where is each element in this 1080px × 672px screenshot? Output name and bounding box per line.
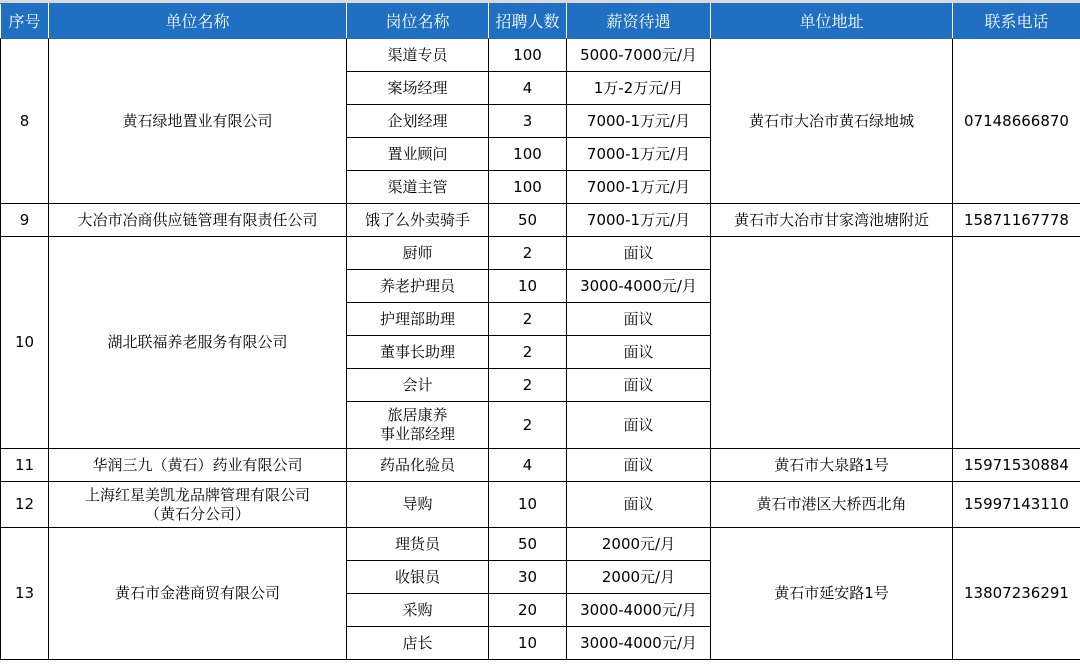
count-cell: 4	[489, 449, 567, 482]
count-cell: 3	[489, 105, 567, 138]
address-cell: 黄石市大泉路1号	[711, 449, 953, 482]
count-cell: 10	[489, 482, 567, 528]
position-cell: 店长	[347, 627, 489, 660]
salary-cell: 面议	[567, 482, 711, 528]
position-cell: 收银员	[347, 561, 489, 594]
address-cell: 黄石市大冶市黄石绿地城	[711, 39, 953, 204]
count-cell: 2	[489, 336, 567, 369]
seq-cell: 10	[1, 237, 49, 449]
phone-cell	[953, 237, 1080, 449]
count-cell: 10	[489, 627, 567, 660]
company-cell: 华润三九（黄石）药业有限公司	[49, 449, 347, 482]
position-cell: 案场经理	[347, 72, 489, 105]
count-cell: 10	[489, 270, 567, 303]
salary-cell: 3000-4000元/月	[567, 270, 711, 303]
count-cell: 50	[489, 204, 567, 237]
company-cell: 黄石绿地置业有限公司	[49, 39, 347, 204]
salary-cell: 面议	[567, 402, 711, 449]
position-cell: 采购	[347, 594, 489, 627]
header-position: 岗位名称	[347, 4, 489, 39]
table-row	[1, 482, 1080, 528]
header-salary: 薪资待遇	[567, 4, 711, 39]
position-cell: 理货员	[347, 528, 489, 561]
phone-cell: 07148666870	[953, 39, 1080, 204]
company-cell: 大冶市冶商供应链管理有限责任公司	[49, 204, 347, 237]
position-cell: 渠道主管	[347, 171, 489, 204]
table-row	[1, 449, 1080, 482]
address-cell: 黄石市港区大桥西北角	[711, 482, 953, 528]
salary-cell: 面议	[567, 336, 711, 369]
seq-cell: 12	[1, 482, 49, 528]
count-cell: 2	[489, 237, 567, 270]
position-cell: 厨师	[347, 237, 489, 270]
header-company: 单位名称	[49, 4, 347, 39]
seq-cell: 11	[1, 449, 49, 482]
salary-cell: 7000-1万元/月	[567, 105, 711, 138]
address-cell: 黄石市延安路1号	[711, 528, 953, 660]
salary-cell: 3000-4000元/月	[567, 594, 711, 627]
salary-cell: 1万-2万元/月	[567, 72, 711, 105]
salary-cell: 2000元/月	[567, 528, 711, 561]
position-cell: 护理部助理	[347, 303, 489, 336]
phone-cell: 15871167778	[953, 204, 1080, 237]
count-cell: 50	[489, 528, 567, 561]
count-cell: 2	[489, 303, 567, 336]
phone-cell: 15971530884	[953, 449, 1080, 482]
table-row	[1, 237, 1080, 270]
count-cell: 2	[489, 369, 567, 402]
count-cell: 100	[489, 39, 567, 72]
position-cell: 药品化验员	[347, 449, 489, 482]
seq-cell: 13	[1, 528, 49, 660]
position-cell: 企划经理	[347, 105, 489, 138]
position-cell: 置业顾问	[347, 138, 489, 171]
phone-cell: 15997143110	[953, 482, 1080, 528]
address-cell: 黄石市大冶市甘家湾池塘附近	[711, 204, 953, 237]
salary-cell: 3000-4000元/月	[567, 627, 711, 660]
position-cell: 渠道专员	[347, 39, 489, 72]
count-cell: 100	[489, 171, 567, 204]
address-cell	[711, 237, 953, 449]
position-cell: 旅居康养 事业部经理	[347, 402, 489, 449]
position-cell: 董事长助理	[347, 336, 489, 369]
header-address: 单位地址	[711, 4, 953, 39]
company-cell: 上海红星美凯龙品牌管理有限公司 （黄石分公司）	[49, 482, 347, 528]
salary-cell: 7000-1万元/月	[567, 138, 711, 171]
company-cell: 湖北联福养老服务有限公司	[49, 237, 347, 449]
count-cell: 30	[489, 561, 567, 594]
seq-cell: 8	[1, 39, 49, 204]
seq-cell: 9	[1, 204, 49, 237]
salary-cell: 2000元/月	[567, 561, 711, 594]
count-cell: 4	[489, 72, 567, 105]
position-cell: 会计	[347, 369, 489, 402]
position-cell: 导购	[347, 482, 489, 528]
position-cell: 养老护理员	[347, 270, 489, 303]
table-body	[1, 39, 1080, 660]
table-row	[1, 528, 1080, 561]
table-row	[1, 204, 1080, 237]
salary-cell: 面议	[567, 303, 711, 336]
company-cell: 黄石市金港商贸有限公司	[49, 528, 347, 660]
salary-cell: 面议	[567, 449, 711, 482]
header-seq: 序号	[1, 4, 49, 39]
position-cell: 饿了么外卖骑手	[347, 204, 489, 237]
salary-cell: 5000-7000元/月	[567, 39, 711, 72]
salary-cell: 7000-1万元/月	[567, 171, 711, 204]
header-count: 招聘人数	[489, 4, 567, 39]
count-cell: 20	[489, 594, 567, 627]
header-row	[1, 4, 1080, 39]
phone-cell: 13807236291	[953, 528, 1080, 660]
job-listing-table	[0, 3, 1080, 660]
salary-cell: 面议	[567, 237, 711, 270]
count-cell: 100	[489, 138, 567, 171]
salary-cell: 7000-1万元/月	[567, 204, 711, 237]
count-cell: 2	[489, 402, 567, 449]
table-row	[1, 39, 1080, 72]
header-phone: 联系电话	[953, 4, 1080, 39]
salary-cell: 面议	[567, 369, 711, 402]
